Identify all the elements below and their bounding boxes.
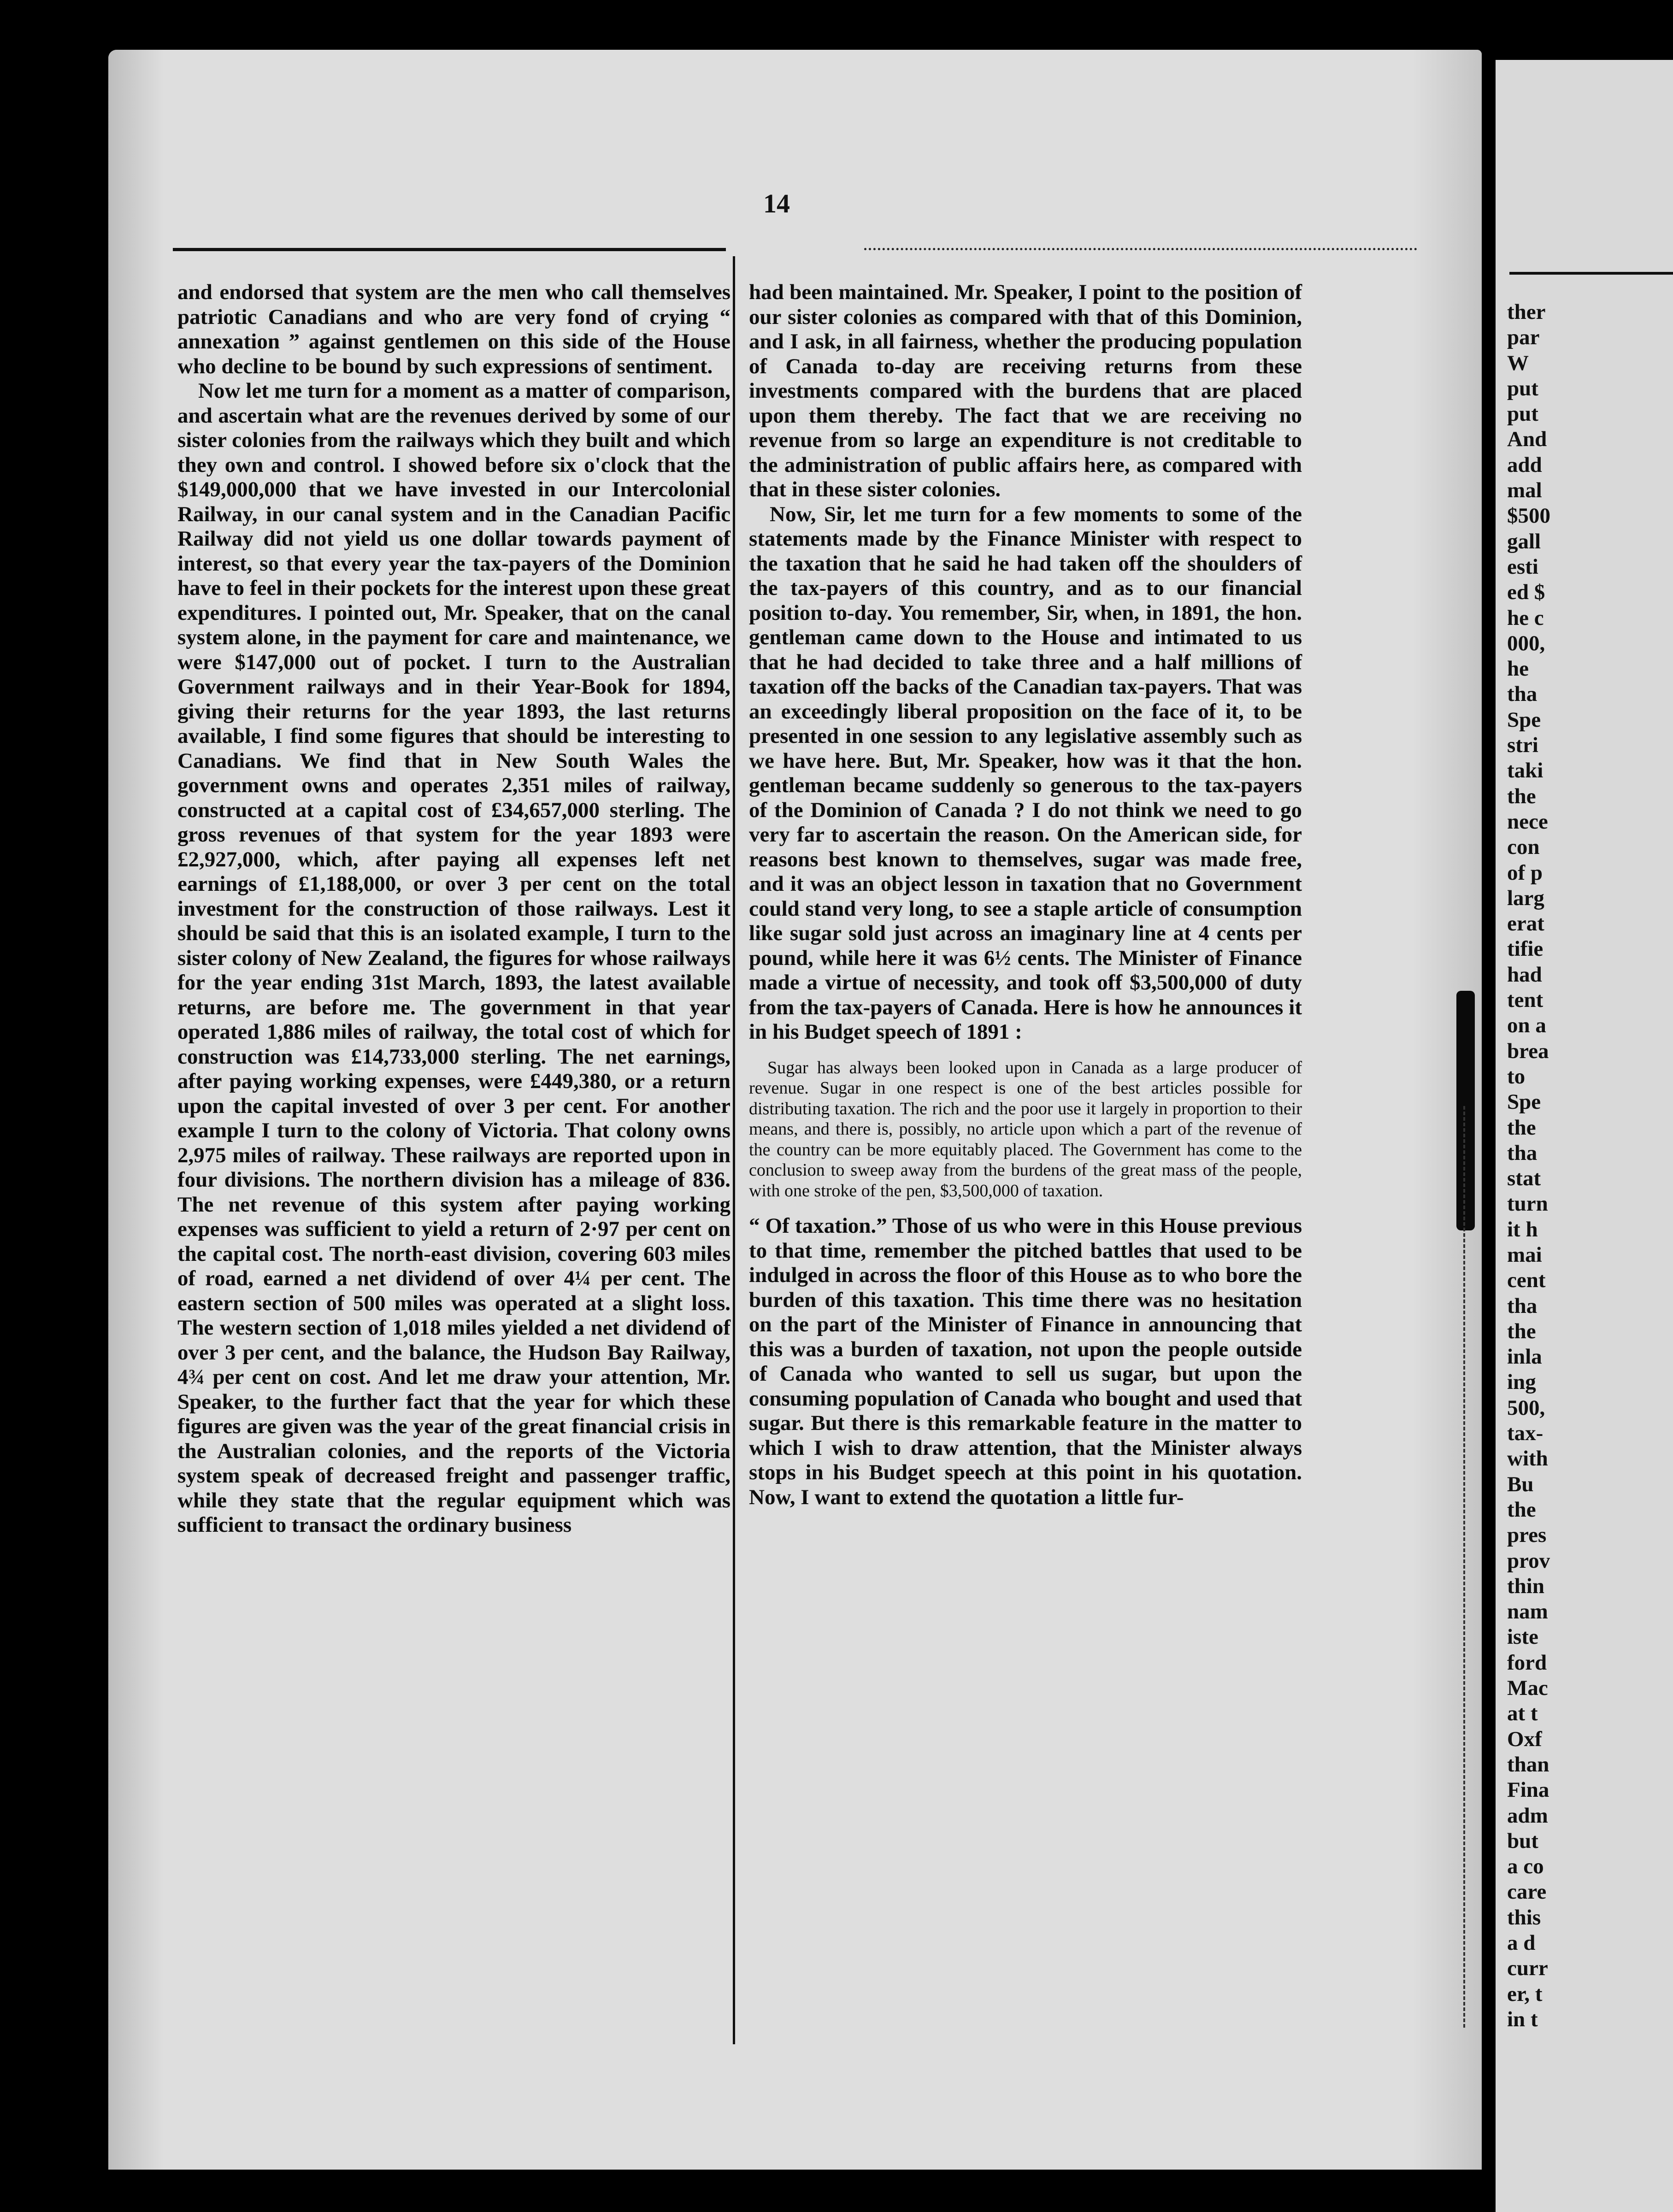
facing-page-line: adm — [1507, 1803, 1548, 1828]
facing-page-line: ther — [1507, 300, 1546, 324]
facing-page-line: on a — [1507, 1013, 1546, 1038]
facing-page-line: taki — [1507, 759, 1543, 783]
page-number: 14 — [763, 188, 790, 218]
facing-page-line: pres — [1507, 1523, 1547, 1547]
budget-speech-quote: Sugar has always been looked upon in Canada as a large producer of revenue. Sugar in one respect is one of the best articles possible for distributing taxation. The rich and the poor use it largely in proportion to their means, and there is, possibly, no article upon which a part of the revenue of the country can be more equitably placed. The Government has come to the conclusion to sweep away from the burdens of the great mass of the people, with one stroke of the pen, $3,500,000 of taxation. — [749, 1058, 1302, 1200]
facing-page-line: care — [1507, 1880, 1547, 1904]
facing-page-line: at t — [1507, 1701, 1538, 1726]
facing-page-line: Oxf — [1507, 1727, 1542, 1751]
facing-page-line: curr — [1507, 1956, 1548, 1981]
facing-page-line: he — [1507, 657, 1529, 681]
facing-page-line: with — [1507, 1447, 1548, 1471]
facing-page-line: W — [1507, 351, 1529, 375]
facing-page-line: mai — [1507, 1242, 1542, 1267]
binding-stitches — [1463, 1106, 1470, 2028]
facing-page-line: 000, — [1507, 631, 1545, 655]
paragraph: Now, Sir, let me turn for a few moments to some of the statements made by the Finance Minister with respect to the taxation that he said he had taken off the shoulders of the tax-payers of this country, and as to our financial position to-day. You remember, Sir, when, in 1891, the hon. gentleman came down to the House and intimated to us that he had decided to take three and a half millions of taxation off the backs of the Canadian tax-payers. That was an exceedingly liberal proposition on the face of it, to be presented in one session to any legislative assembly such as we have here. But, Mr. Speaker, how was it that the hon. gentleman became suddenly so generous to the tax-payers of the Dominion of Canada ? I do not think we need to go very far to ascertain the reason. On the American side, for reasons best known to themselves, sugar was made free, and it was an object lesson in taxation that no Government could stand very long, to see a staple article of consumption like sugar sold just across an imaginary line at 4 cents per pound, while here it was 6½ cents. The Minister of Finance made a virtue of necessity, and took off $3,500,000 of duty from the tax-payers of Canada. Here is how he announces it in his Budget speech of 1891 : — [749, 502, 1302, 1044]
facing-page-line: nece — [1507, 809, 1548, 834]
facing-page-line: gall — [1507, 529, 1541, 553]
facing-page-line: in t — [1507, 2007, 1538, 2031]
facing-page-text — [1507, 300, 1673, 2032]
facing-page-line: tax- — [1507, 1421, 1543, 1446]
facing-page-line: er, t — [1507, 1982, 1543, 2006]
facing-page-line: turn — [1507, 1192, 1548, 1216]
facing-page-line: con — [1507, 835, 1540, 859]
facing-page-line: the — [1507, 1115, 1536, 1140]
facing-page-line: brea — [1507, 1039, 1549, 1063]
facing-page-line: a co — [1507, 1854, 1544, 1879]
facing-page-line: tha — [1507, 1141, 1538, 1165]
facing-page-line: to — [1507, 1064, 1526, 1088]
facing-page-rule — [1509, 272, 1673, 275]
facing-page-line: the — [1507, 1319, 1536, 1343]
facing-page-line: tha — [1507, 1294, 1538, 1318]
facing-page-line: ing — [1507, 1370, 1536, 1394]
facing-page-line: Fina — [1507, 1778, 1549, 1802]
facing-page-line: Spe — [1507, 1090, 1541, 1114]
facing-page-line: 500, — [1507, 1395, 1545, 1420]
paragraph: had been maintained. Mr. Speaker, I point to the position of our sister colonies as compared with that of this Dominion, and I ask, in all fairness, whether the producing population of Canada to-day are receiving returns from these investments compared with the burdens that are placed upon them thereby. The fact that we are receiving no revenue from so large an expenditure is not creditable to the administration of public affairs here, as compared with that in these sister colonies. — [749, 280, 1302, 501]
paragraph: Now let me turn for a moment as a matter of comparison, and ascertain what are the revenues derived by some of our sister colonies from the railways which they built and which they own and control. I showed before six o'clock that the $149,000,000 that we have invested in our Intercolonial Railway, in our canal system and in the Canadian Pacific Railway did not yield us one dollar towards payment of interest, so that every year the tax-payers of the Dominion have to feel in their pockets for the interest upon these great expenditures. I pointed out, Mr. Speaker, that on the canal system alone, in the payment for care and maintenance, we were $147,000 out of pocket. I turn to the Australian Government railways and in their Year-Book for 1894, giving their returns for the year 1893, the last returns available, I find some figures that should be interesting to Canadians. We find that in New South Wales the government owns and operates 2,351 miles of railway, constructed at a capital cost of £34,657,000 sterling. The gross revenues of that system for the year 1893 were £2,927,000, which, after paying all expenses left net earnings of £1,188,000, or over 3 per cent on the total investment for the construction of those railways. Lest it should be said that this is an isolated example, I turn to the sister colony of New Zealand, the figures for whose railways for the year ending 31st March, 1893, the latest available returns, are before me. The government in that year operated 1,886 miles of railway, the total cost of which for construction was £14,733,000 sterling. The net earnings, after paying working expenses, were £449,380, or a return upon the capital invested of over 3 per cent. For another example I turn to the colony of Victoria. That colony owns 2,975 miles of railway. These railways are reported upon in four divisions. The northern division has a mileage of 836. The net revenue of this system after paying working expenses was sufficient to yield a return of 2·97 per cent on the capital cost. The north-east division, covering 603 miles of road, earned a net dividend of over 4¼ per cent. The eastern section of 500 miles was operated at a slight loss. The western section of 1,018 miles yielded a net dividend of over 3 per cent, and the balance, the Hudson Bay Railway, 4¾ per cent on cost. And let me draw your attention, Mr. Speaker, to the further fact that the year for which these figures are given was the year of the great financial crisis in the Australian colonies, and the reports of the Victoria system speak of decreased freight and passenger traffic, while they state that the regular equipment which was sufficient to transact the ordinary business — [177, 379, 730, 1537]
facing-page-line: he c — [1507, 606, 1544, 630]
facing-page-line: prov — [1507, 1548, 1550, 1573]
column-divider — [733, 256, 735, 2044]
binding-gutter — [1482, 46, 1496, 2212]
facing-page-line: larg — [1507, 886, 1544, 910]
document-page — [108, 50, 1482, 2170]
facing-page-line: the — [1507, 1497, 1536, 1522]
header-rule-right — [864, 248, 1417, 250]
facing-page-line: tifie — [1507, 937, 1543, 961]
facing-page-line: had — [1507, 962, 1542, 987]
facing-page-line: iste — [1507, 1625, 1538, 1649]
scan-border — [0, 0, 1673, 46]
facing-page-line: inla — [1507, 1345, 1542, 1369]
facing-page-line: Spe — [1507, 707, 1541, 732]
facing-page-line: it h — [1507, 1217, 1538, 1241]
facing-page-line: put — [1507, 402, 1538, 426]
facing-page-line: add — [1507, 453, 1542, 477]
facing-page-line: ed $ — [1507, 580, 1545, 605]
facing-page-line: Mac — [1507, 1676, 1548, 1700]
facing-page-line: erat — [1507, 912, 1544, 936]
facing-page-line: nam — [1507, 1600, 1548, 1624]
facing-page-line: tent — [1507, 988, 1543, 1012]
facing-page-line: esti — [1507, 554, 1538, 579]
facing-page-line: this — [1507, 1905, 1541, 1930]
facing-page-line: a d — [1507, 1931, 1536, 1955]
facing-page-line: tha — [1507, 682, 1538, 706]
left-column — [177, 280, 730, 1538]
right-column — [749, 280, 1302, 1510]
facing-page-line: ford — [1507, 1650, 1547, 1675]
facing-page-line: cent — [1507, 1268, 1546, 1293]
facing-page-line: stri — [1507, 733, 1538, 758]
facing-page-line: thin — [1507, 1574, 1544, 1598]
facing-page-line: par — [1507, 325, 1540, 350]
page-shadow-left — [108, 50, 164, 2170]
facing-page-line: stat — [1507, 1166, 1541, 1191]
facing-page — [1496, 60, 1673, 2212]
facing-page-line: Bu — [1507, 1472, 1534, 1496]
facing-page-line: mal — [1507, 478, 1542, 503]
paragraph: “ Of taxation.” Those of us who were in this House previous to that time, remember the pitched battles that used to be indulged in across the floor of this House as to who bore the burden of this taxation. This time there was no hesitation on the part of the Minister of Finance in announcing that this was a burden of taxation, not upon the people outside of Canada who wanted to sell us sugar, but upon the consuming population of Canada who bought and used that sugar. But there is this remarkable feature in the matter to which I wish to draw attention, that the Minister always stops in his Budget speech at this point in his quotation. Now, I want to extend the quotation a little fur- — [749, 1214, 1302, 1509]
facing-page-line: And — [1507, 427, 1547, 452]
facing-page-line: of p — [1507, 860, 1543, 885]
facing-page-line: $500 — [1507, 504, 1550, 528]
facing-page-line: but — [1507, 1829, 1538, 1853]
facing-page-line: than — [1507, 1752, 1549, 1777]
facing-page-line: put — [1507, 376, 1538, 400]
facing-page-line: the — [1507, 784, 1536, 808]
header-rule-left — [173, 248, 726, 251]
paragraph: and endorsed that system are the men who call themselves patriotic Canadians and who are very fond of crying “ annexation ” against gentlemen on this side of the House who decline to be bound by such expressions of sentiment. — [177, 280, 730, 378]
